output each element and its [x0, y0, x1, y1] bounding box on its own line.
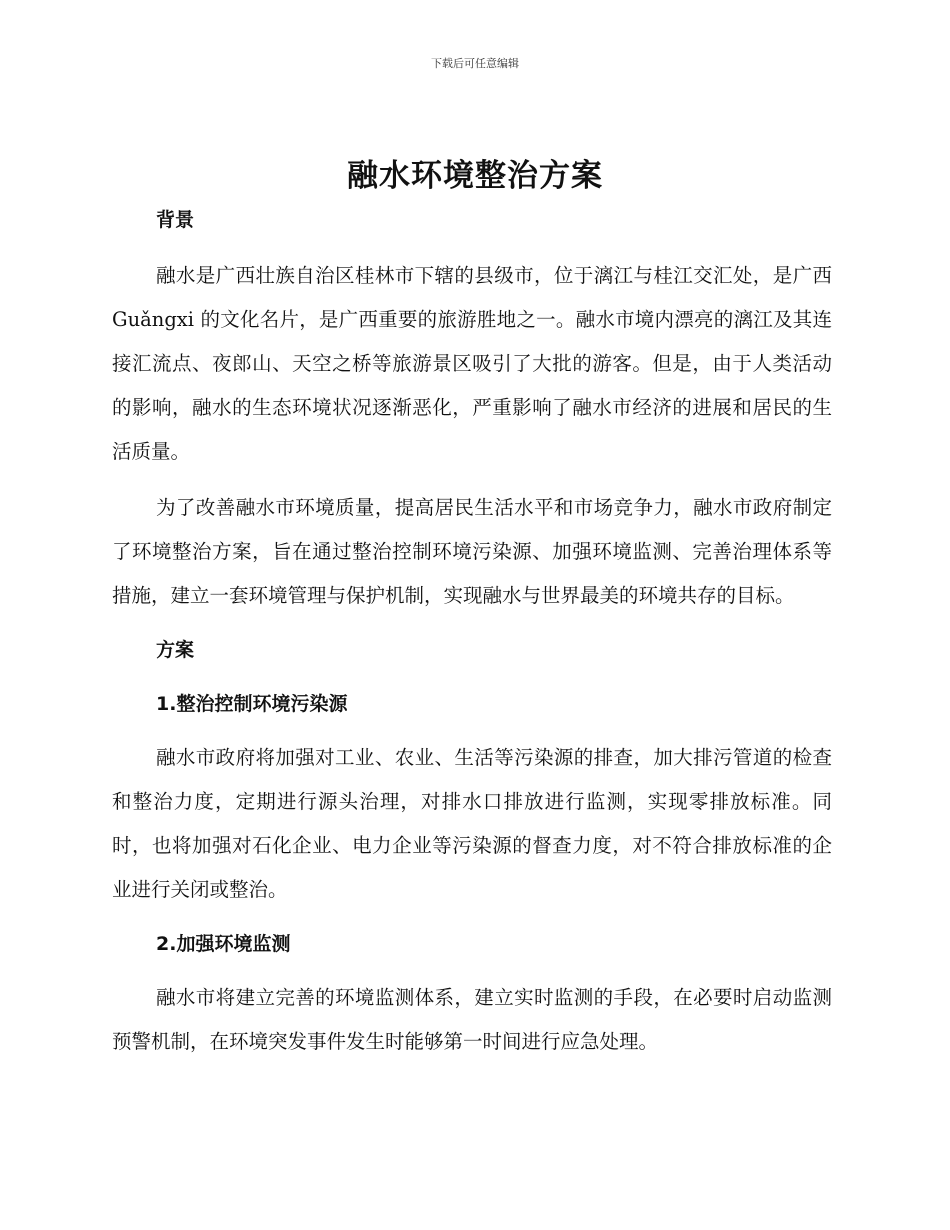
- item-heading-1: 1.整治控制环境污染源: [156, 693, 348, 715]
- document-body: [112, 198, 832, 1064]
- header-note: 下载后可任意编辑: [431, 57, 519, 70]
- paragraph-item-2: 融水市将建立完善的环境监测体系，建立实时监测的手段，在必要时启动监测预警机制，在环境突发事件发生时能够第一时间进行应急处理。: [112, 986, 832, 1053]
- paragraph-item-1: 融水市政府将加强对工业、农业、生活等污染源的排查，加大排污管道的检查和整治力度，定期进行源头治理，对排水口排放进行监测，实现零排放标准。同时，也将加强对石化企业、电力企业等污染源的督查力度，对不符合排放标准的企业进行关闭或整治。: [112, 746, 832, 901]
- document-title: 融水环境整治方案: [347, 158, 603, 194]
- paragraph-background-1: 融水是广西壮族自治区桂林市下辖的县级市，位于漓江与桂江交汇处，是广西 Guǎngxi 的文化名片，是广西重要的旅游胜地之一。融水市境内漂亮的漓江及其连接汇流点、夜郎山、天空之桥等旅游景区吸引了大批的游客。但是，由于人类活动的影响，融水的生态环境状况逐渐恶化，严重影响了融水市经济的进展和居民的生活质量。: [112, 264, 832, 463]
- item-heading-2: 2.加强环境监测: [156, 933, 291, 955]
- paragraph-background-2: 为了改善融水市环境质量，提高居民生活水平和市场竞争力，融水市政府制定了环境整治方案，旨在通过整治控制环境污染源、加强环境监测、完善治理体系等措施，建立一套环境管理与保护机制，实现融水与世界最美的环境共存的目标。: [112, 496, 832, 607]
- section-heading-background: 背景: [156, 209, 195, 231]
- section-heading-plan: 方案: [156, 639, 195, 661]
